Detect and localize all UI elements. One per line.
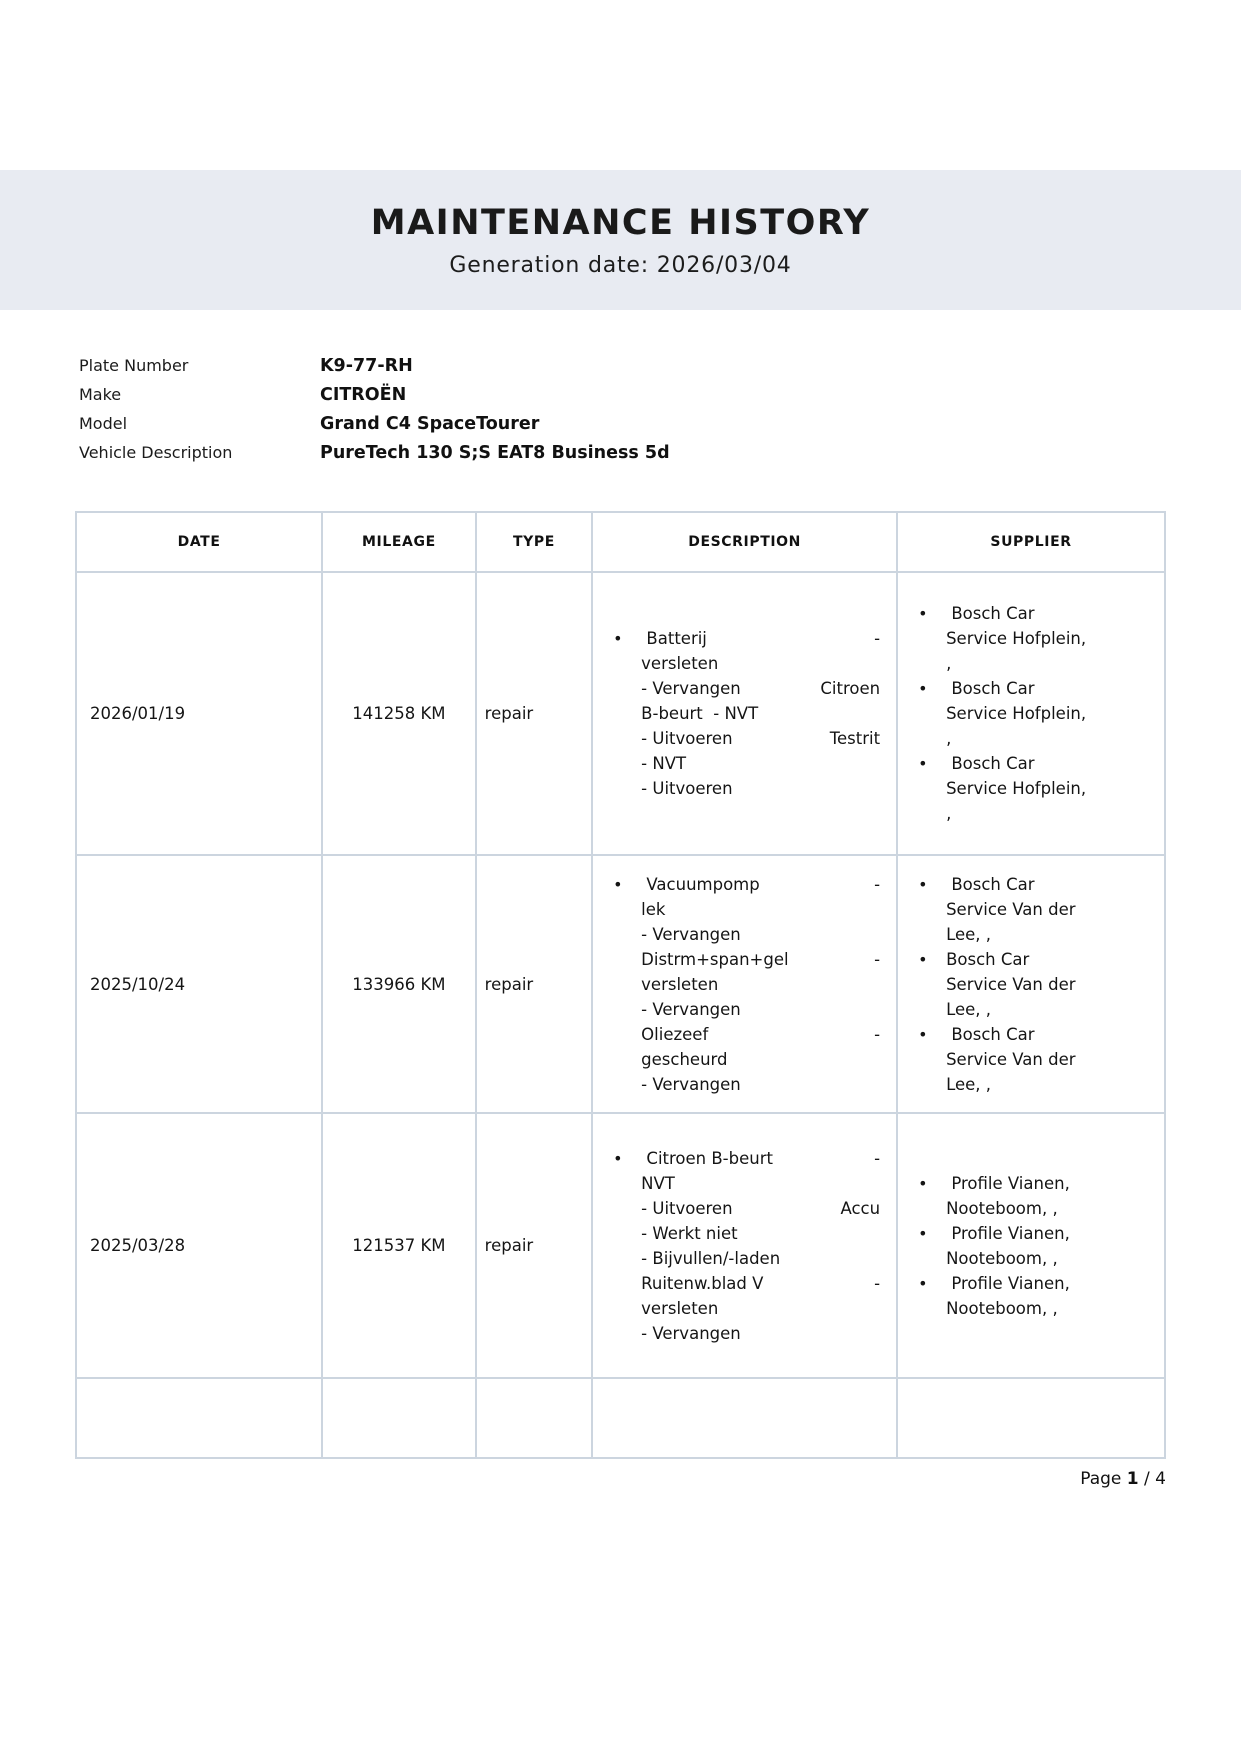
date-cell: 2025/10/24 [76,855,322,1113]
content-area [75,356,1166,1459]
bullet-icon: • [613,874,623,894]
text-line: lek [641,899,666,919]
bullet-lines [946,947,1148,1022]
bullet-lines [946,751,1148,826]
text-line: Nooteboom, , [946,1298,1058,1318]
column-header-mileage: MILEAGE [322,512,476,572]
text-line: - Uitvoeren Testrit [641,729,881,748]
text-line: - Bijvullen/-laden [641,1248,781,1268]
text-line: Service Hofplein, [946,629,1087,648]
bullet-item-supplier [912,601,1148,676]
plate-number-label: Plate Number [79,356,189,375]
description-cell [592,572,897,855]
column-header-type: TYPE [476,512,593,572]
bullet-lines [641,626,880,801]
page-title: MAINTENANCE HISTORY [370,202,871,243]
bullet-icon: • [918,874,928,894]
bullet-icon: • [613,1148,623,1168]
text-line: B-beurt - NVT [641,704,759,723]
bullet-lines [946,1271,1148,1321]
text-line: Citroen B-beurt - [641,1148,881,1168]
text-line: Lee, , [946,924,992,944]
supplier-cell [897,855,1165,1113]
bullet-item-supplier [912,1221,1148,1271]
text-line: Bosch Car [946,604,1035,623]
text-line: - Uitvoeren [641,779,733,798]
maintenance-row [76,572,1165,855]
bullet-icon: • [613,629,623,648]
empty-row [76,1378,1165,1458]
bullet-item-supplier [912,751,1148,826]
text-line: gescheurd [641,1049,728,1069]
mileage-cell: 121537 KM [322,1113,476,1378]
bullet-item-supplier [912,676,1148,751]
text-line: - Vervangen [641,999,741,1019]
bullet-lines [946,1022,1148,1097]
bullet-item-supplier [912,947,1148,1022]
text-line: Service Van der [946,974,1076,994]
text-line: Lee, , [946,1074,992,1094]
bullet-icon: • [918,679,928,698]
type-cell: repair [476,1113,593,1378]
maintenance-row [76,1113,1165,1378]
mileage-cell: 133966 KM [322,855,476,1113]
text-line: versleten [641,654,719,673]
description-cell [592,1113,897,1378]
text-line: NVT [641,1173,675,1193]
text-line: Service Hofplein, [946,704,1087,723]
description-cell [592,855,897,1113]
text-line: - Vervangen [641,1323,741,1343]
table-header-row [76,512,1165,572]
text-line: Distrm+span+gel - [641,949,881,969]
footer-page-label: Page [1080,1469,1127,1489]
make-label: Make [79,385,122,404]
text-line: Ruitenw.blad V - [641,1273,881,1293]
bullet-icon: • [918,1273,928,1293]
text-line: Service Van der [946,1049,1076,1069]
text-line: Service Van der [946,899,1076,919]
text-line: Bosch Car [946,679,1035,698]
empty-cell [476,1378,593,1458]
vehicle-info-block [75,356,1166,463]
bullet-lines [946,676,1148,751]
text-line: , [946,804,952,823]
mileage-cell: 141258 KM [322,572,476,855]
bullet-item-description [607,872,880,1097]
bullet-item-supplier [912,1171,1148,1221]
text-line: , [946,654,952,673]
text-line: - Werkt niet [641,1223,738,1243]
bullet-item-supplier [912,1022,1148,1097]
bullet-icon: • [918,949,928,969]
text-line: , [946,729,952,748]
text-line: - NVT [641,754,687,773]
text-line: - Vervangen Citroen [641,679,881,698]
bullet-lines [946,872,1148,947]
type-cell: repair [476,572,593,855]
header-band [0,170,1241,310]
type-cell: repair [476,855,593,1113]
vehicle-description-label: Vehicle Description [79,443,233,462]
text-line: - Vervangen [641,924,741,944]
bullet-icon: • [918,1173,928,1193]
text-line: Profile Vianen, [946,1173,1070,1193]
model-label: Model [79,414,128,433]
text-line: - Vervangen [641,1074,741,1094]
text-line: versleten [641,974,719,994]
page-footer [75,1469,1166,1489]
supplier-cell [897,572,1165,855]
bullet-icon: • [918,604,928,623]
text-line: Bosch Car [946,949,1030,969]
text-line: Bosch Car [946,1024,1035,1044]
text-line: Bosch Car [946,874,1035,894]
text-line: Bosch Car [946,754,1035,773]
bullet-icon: • [918,1223,928,1243]
column-header-supplier: SUPPLIER [897,512,1165,572]
bullet-lines [641,872,880,1097]
bullet-item-description [607,626,880,801]
text-line: - Uitvoeren Accu [641,1198,881,1218]
bullet-lines [641,1146,880,1346]
column-header-date: DATE [76,512,322,572]
footer-page-number: 1 [1126,1469,1139,1489]
maintenance-history-table [75,511,1166,1459]
text-line: versleten [641,1298,719,1318]
bullet-lines [946,601,1148,676]
supplier-cell [897,1113,1165,1378]
bullet-lines [946,1171,1148,1221]
text-line: Nooteboom, , [946,1198,1058,1218]
maintenance-row [76,855,1165,1113]
model-value: Grand C4 SpaceTourer [320,414,540,434]
bullet-item-supplier [912,1271,1148,1321]
bullet-icon: • [918,754,928,773]
vehicle-description-value: PureTech 130 S;S EAT8 Business 5d [320,443,670,463]
text-line: Profile Vianen, [946,1223,1070,1243]
make-value: CITROËN [320,385,407,405]
bullet-icon: • [918,1024,928,1044]
text-line: Oliezeef - [641,1024,881,1044]
empty-cell [322,1378,476,1458]
bullet-item-description [607,1146,880,1346]
text-line: Batterij - [641,629,881,648]
generation-date: Generation date: 2026/03/04 [449,252,792,278]
empty-cell [76,1378,322,1458]
text-line: Nooteboom, , [946,1248,1058,1268]
text-line: Service Hofplein, [946,779,1087,798]
date-cell: 2025/03/28 [76,1113,322,1378]
text-line: Vacuumpomp - [641,874,881,894]
empty-cell [897,1378,1165,1458]
column-header-description: DESCRIPTION [592,512,897,572]
date-cell: 2026/01/19 [76,572,322,855]
bullet-lines [946,1221,1148,1271]
footer-page-total: / 4 [1138,1469,1166,1489]
bullet-item-supplier [912,872,1148,947]
text-line: Lee, , [946,999,992,1019]
plate-number-value: K9-77-RH [320,356,413,376]
text-line: Profile Vianen, [946,1273,1070,1293]
empty-cell [592,1378,897,1458]
